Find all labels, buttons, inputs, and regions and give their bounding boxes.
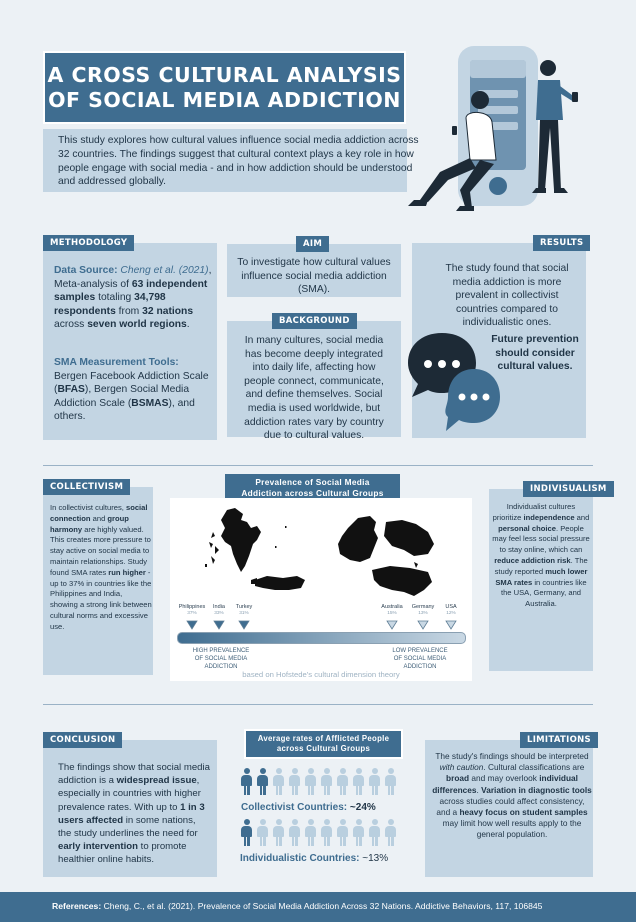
triangle-marker-icon [238, 620, 250, 630]
prevalence-gradient-bar [177, 632, 466, 644]
low-prevalence-countries-map [330, 514, 460, 600]
country-rate: 31% [239, 611, 249, 616]
country-rate: 33% [214, 611, 224, 616]
methodology-heading: METHODOLOGY [43, 235, 134, 251]
person-icon [353, 819, 364, 846]
people-with-phone-illustration [400, 40, 600, 220]
person-icon [289, 768, 300, 795]
methodology-data-source: Data Source: Cheng et al. (2021), Meta-analysis of 63 independent samples totaling 34,798 respondents from 32 nations across seven world regions. [54, 265, 212, 331]
person-icon [305, 819, 316, 846]
collectivism-heading: COLLECTIVISM [43, 479, 130, 495]
triangle-marker-icon [417, 620, 429, 630]
intro-text: This study explores how cultural values influence social media addiction across 32 countries. The findings suggest that cultural context plays a key role in how people engage with social media - and in how addiction should be understood and addressed globally. [58, 135, 419, 188]
background-text: In many cultures, social media has become deeply integrated into daily life, affecting how people connect, communicate, and define themselves. Social media is used worldwide, but addiction rates vary by country due to cultural values. [244, 335, 384, 442]
high-prevalence-label: HIGH PREVALENCE OF SOCIAL MEDIA ADDICTION [192, 648, 250, 670]
country-rate: 13% [418, 611, 428, 616]
country-label: Australia [381, 604, 403, 610]
person-icon [353, 768, 364, 795]
person-icon [273, 819, 284, 846]
limitations-heading: LIMITATIONS [520, 732, 598, 748]
person-icon [257, 819, 268, 846]
country-label: India [213, 604, 225, 610]
high-prevalence-countries-map [205, 506, 315, 601]
triangle-marker-icon [386, 620, 398, 630]
results-emphasis: Future prevention should consider cultural values. [491, 334, 579, 373]
aim-text: To investigate how cultural values influence social media addiction (SMA). [237, 257, 391, 296]
country-label: USA [445, 604, 457, 610]
affected-heading: Average rates of Afflicted People across Cultural Groups [246, 731, 401, 757]
divider-1 [43, 465, 593, 466]
individualist-rate: Individualistic Countries: ~13% [240, 853, 389, 864]
individualism-text: Individualist cultures prioritize independence and personal choice. People may feel less social pressure to stay online, which can reduce addiction risk. The study reported much lower SMA rates in countries like the USA, Germany, and Australia. [492, 502, 590, 609]
person-icon [241, 819, 252, 846]
references-text: References: Cheng, C., et al. (2021). Prevalence of Social Media Addiction Across 32 Nations. Addictive Behaviors, 117, 106845 [52, 901, 543, 911]
results-heading: RESULTS [533, 235, 590, 251]
conclusion-heading: CONCLUSION [43, 732, 122, 748]
person-icon [337, 819, 348, 846]
prevalence-heading: Prevalence of Social Media Addiction across Cultural Groups [225, 474, 400, 501]
triangle-marker-icon [445, 620, 457, 630]
country-label: Turkey [235, 604, 253, 610]
aim-heading: AIM [296, 236, 329, 252]
person-icon [257, 768, 268, 795]
person-icon [321, 819, 332, 846]
methodology-tools: SMA Measurement Tools: Bergen Facebook Addiction Scale (BFAS), Bergen Social Media Addiction Scale (BSMAS), and others. [54, 357, 209, 423]
country-rate: 12% [446, 611, 456, 616]
background-heading: BACKGROUND [272, 313, 357, 329]
country-label: Germany [411, 604, 435, 610]
person-icon [385, 768, 396, 795]
collectivism-text: In collectivist cultures, social connection and group harmony are highly valued. This creates more pressure to stay active on social media to maintain relationships. Study found SMA rates run higher - up to 37% in countries like the Philippines and India, showing a strong link between cultural norms and excessive use. [50, 503, 152, 631]
person-icon [289, 819, 300, 846]
person-icon [273, 768, 284, 795]
title: A CROSS CULTURAL ANALYSIS OF SOCIAL MEDIA ADDICTION [47, 63, 402, 112]
individualism-heading: INDIVISUALISM [523, 481, 614, 497]
person-icon [369, 819, 380, 846]
triangle-marker-icon [213, 620, 225, 630]
person-icon [369, 768, 380, 795]
person-icon [305, 768, 316, 795]
country-rate: 37% [187, 611, 197, 616]
person-icon [385, 819, 396, 846]
person-icon [337, 768, 348, 795]
divider-2 [43, 704, 593, 705]
conclusion-text: The findings show that social media addiction is a widespread issue, especially in countries with higher prevalence rates. With up to 1 in 3 users affected in some nations, the study underlines the need for early intervention to promote healthier online habits. [58, 762, 210, 866]
theory-note: based on Hofstede's cultural dimension theory [242, 670, 400, 679]
person-icon [321, 768, 332, 795]
title-banner [43, 51, 406, 124]
low-prevalence-label: LOW PREVALENCE OF SOCIAL MEDIA ADDICTION [392, 648, 448, 670]
triangle-marker-icon [186, 620, 198, 630]
person-icon [241, 768, 252, 795]
country-label: Philippines [178, 604, 206, 610]
results-text: The study found that social media addiction is more prevalent in collectivist countries compared to individualistic ones. [445, 263, 569, 329]
limitations-text: The study's findings should be interpreted with caution. Cultural classifications are broad and may overlook individual differences. Variation in diagnostic tools across studies could affect consistency, and a heavy focus on student samples may limit how well results apply to the general population. [432, 751, 592, 840]
collectivist-rate: Collectivist Countries: ~24% [241, 802, 376, 813]
speech-bubbles-icon [406, 331, 502, 439]
country-rate: 15% [387, 611, 397, 616]
